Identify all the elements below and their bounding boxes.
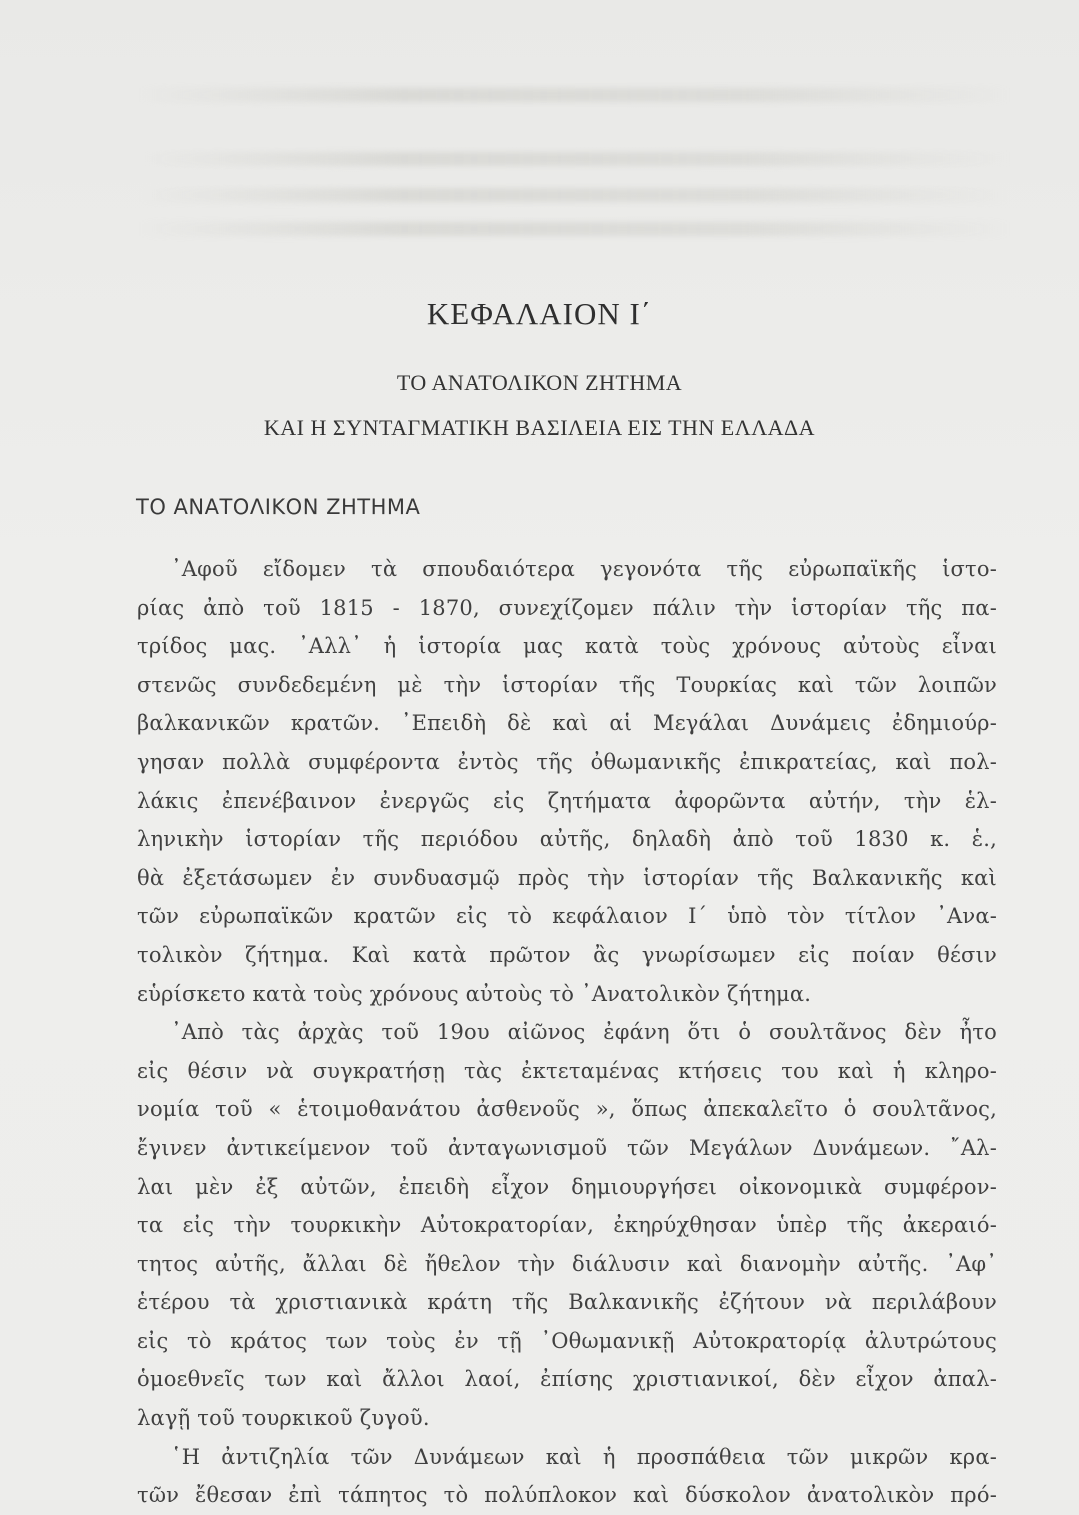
text-line: λαι μὲν ἐξ αὐτῶν, ἐπειδὴ εἶχον δημιουργήσει οἰκονομικὰ συμφέρον- bbox=[137, 1174, 997, 1199]
text-line: λάκις ἐπενέβαινον ἐνεργῶς εἰς ζητήματα ἀφορῶντα αὐτήν, τὴν ἑλ- bbox=[137, 788, 997, 813]
text-line: ρίας ἀπὸ τοῦ 1815 - 1870, συνεχίζομεν πάλιν τὴν ἱστορίαν τῆς πα- bbox=[137, 595, 997, 620]
text-line: εὑρίσκετο κατὰ τοὺς χρόνους αὐτοὺς τὸ ᾿Ανατολικὸν ζήτημα. bbox=[137, 981, 812, 1006]
bleed-through-line bbox=[140, 88, 1010, 102]
bleed-through-line bbox=[140, 188, 1010, 202]
text-line: στενῶς συνδεδεμένη μὲ τὴν ἱστορίαν τῆς Τουρκίας καὶ τῶν λοιπῶν bbox=[137, 672, 997, 697]
chapter-title: ΚΕΦΑΛΑΙΟΝ Ι΄ bbox=[426, 296, 653, 331]
text-line: ῾Η ἀντιζηλία τῶν Δυνάμεων καὶ ἡ προσπάθεια τῶν μικρῶν κρα- bbox=[171, 1444, 997, 1469]
text-line: τολικὸν ζήτημα. Καὶ κατὰ πρῶτον ἂς γνωρίσωμεν εἰς ποίαν θέσιν bbox=[137, 942, 997, 967]
text-line: νομία τοῦ « ἑτοιμοθανάτου ἀσθενοῦς », ὅπως ἀπεκαλεῖτο ὁ σουλτᾶνος, bbox=[137, 1097, 997, 1122]
text-line: τῶν ἔθεσαν ἐπὶ τάπητος τὸ πολύπλοκον καὶ δύσκολον ἀνατολικὸν πρό- bbox=[137, 1483, 997, 1508]
text-line: βαλκανικῶν κρατῶν. ᾿Επειδὴ δὲ καὶ αἱ Μεγάλαι Δυνάμεις ἐδημιούρ- bbox=[137, 711, 997, 736]
text-line: τρίδος μας. ᾿Αλλ᾿ ἡ ἱστορία μας κατὰ τοὺς χρόνους αὐτοὺς εἶναι bbox=[137, 634, 997, 659]
text-line: ᾿Αφοῦ εἴδομεν τὰ σπουδαιότερα γεγονότα τῆς εὐρωπαϊκῆς ἱστο- bbox=[171, 557, 997, 581]
text-line: ληνικὴν ἱστορίαν τῆς περιόδου αὐτῆς, δηλαδὴ ἀπὸ τοῦ 1830 κ. ἑ., bbox=[137, 827, 997, 852]
text-line: εἰς τὸ κράτος των τοὺς ἐν τῇ ᾿Οθωμανικῇ Αὐτοκρατορίᾳ ἀλυτρώτους bbox=[137, 1328, 997, 1353]
section-heading: ΤΟ ΑΝΑΤΟΛΙΚΟΝ ΖΗΤΗΜΑ bbox=[136, 495, 421, 519]
bleed-through-line bbox=[140, 222, 1010, 236]
text-line: τητος αὐτῆς, ἄλλαι δὲ ἤθελον τὴν διάλυσιν καὶ διανομὴν αὐτῆς. ᾿Αφ᾿ bbox=[137, 1251, 997, 1276]
chapter-subtitle-line-2: ΚΑΙ Η ΣΥΝΤΑΓΜΑΤΙΚΗ ΒΑΣΙΛΕΙΑ ΕΙΣ ΤΗΝ ΕΛΛΑΔΑ bbox=[263, 415, 816, 440]
text-line: ἑτέρου τὰ χριστιανικὰ κράτη τῆς Βαλκανικῆς ἐζήτουν νὰ περιλάβουν bbox=[137, 1290, 997, 1315]
text-line: τα εἰς τὴν τουρκικὴν Αὐτοκρατορίαν, ἐκηρύχθησαν ὑπὲρ τῆς ἀκεραιό- bbox=[137, 1213, 997, 1238]
text-line: θὰ ἐξετάσωμεν ἐν συνδυασμῷ πρὸς τὴν ἱστορίαν τῆς Βαλκανικῆς καὶ bbox=[137, 865, 997, 890]
text-line: τῶν εὐρωπαϊκῶν κρατῶν εἰς τὸ κεφάλαιον Ι΄ ὑπὸ τὸν τίτλον ᾿Ανα- bbox=[137, 904, 997, 929]
bleed-through-line bbox=[140, 152, 1010, 166]
text-line: εἰς θέσιν νὰ συγκρατήσῃ τὰς ἐκτεταμένας κτήσεις του καὶ ἡ κληρο- bbox=[137, 1058, 997, 1083]
chapter-subtitle-line-1: ΤΟ ΑΝΑΤΟΛΙΚΟΝ ΖΗΤΗΜΑ bbox=[396, 370, 683, 395]
text-line: γησαν πολλὰ συμφέροντα ἐντὸς τῆς ὀθωμανικῆς ἐπικρατείας, καὶ πολ- bbox=[137, 749, 997, 774]
text-line: ἔγινεν ἀντικείμενον τοῦ ἀνταγωνισμοῦ τῶν Μεγάλων Δυνάμεων. ῎Αλ- bbox=[137, 1135, 997, 1160]
text-line: λαγῇ τοῦ τουρκικοῦ ζυγοῦ. bbox=[137, 1406, 430, 1431]
body-text bbox=[137, 550, 997, 1515]
text-line: ᾿Απὸ τὰς ἀρχὰς τοῦ 19ου αἰῶνος ἐφάνη ὅτι ὁ σουλτᾶνος δὲν ἦτο bbox=[171, 1020, 997, 1045]
text-line: ὁμοεθνεῖς των καὶ ἄλλοι λαοί, ἐπίσης χριστιανικοί, δὲν εἶχον ἀπαλ- bbox=[137, 1367, 997, 1392]
